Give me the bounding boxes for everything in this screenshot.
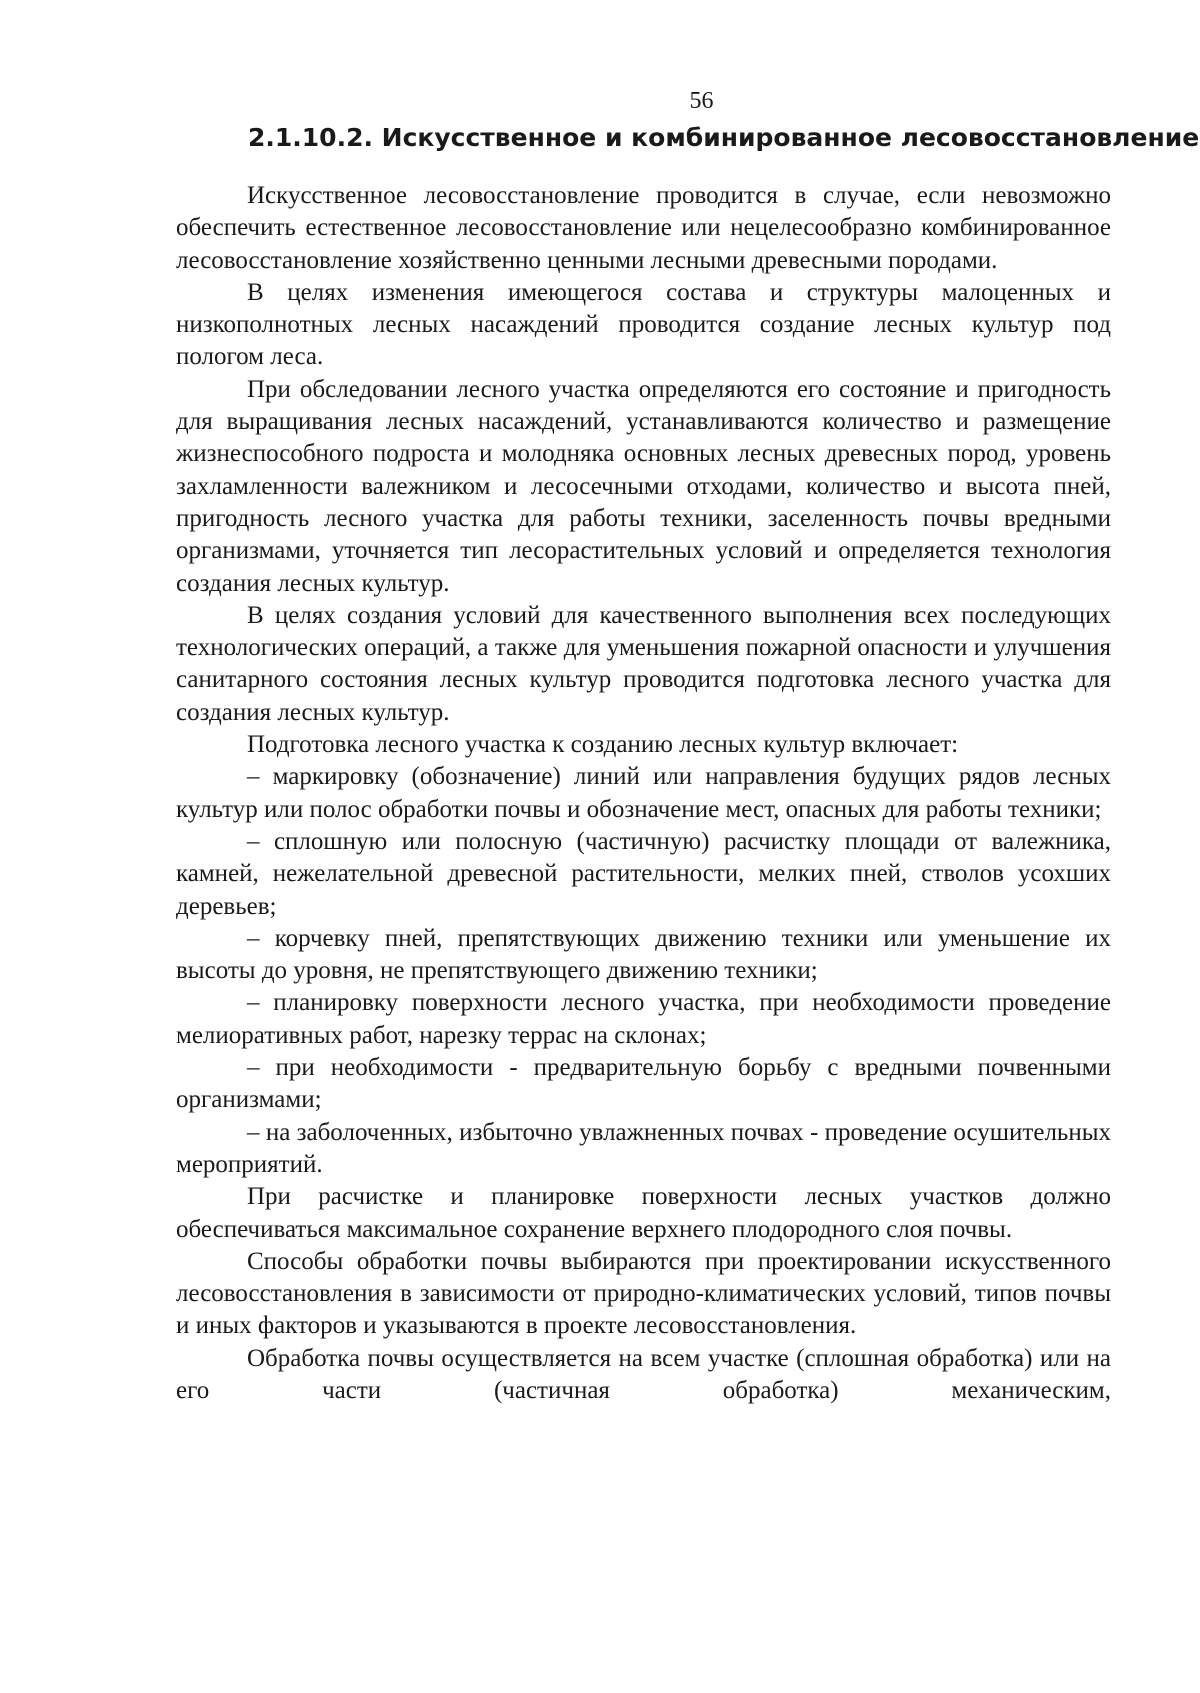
paragraph-site-survey: При обследовании лесного участка определяются его состояние и пригодность для выращивания лесных насаждений, устанавливаются количество и размещение жизнеспособного подроста и молодняка основных лесных древесных пород, уровень захламленности валежником и лесосечными отходами, количество и высота пней, пригодность лесного участка для работы техники, заселенность почвы вредными организмами, уточняется тип лесорастительных условий и определяется технология создания лесных культур.: [176, 375, 1111, 597]
paragraph-tillage-methods: Способы обработки почвы выбираются при проектировании искусственного лесовосстановления в зависимости от природно-климатических условий, типов почвы и иных факторов и указываются в проекте лесовосстановления.: [176, 1247, 1111, 1340]
paragraph-preparation-includes: Подготовка лесного участка к созданию лесных культур включает:: [247, 731, 959, 759]
list-item-drainage: – на заболоченных, избыточно увлажненных почвах - проведение осушительных мероприятий.: [176, 1118, 1111, 1178]
paragraph-tillage-extent: Обработка почвы осуществляется на всем участке (сплошная обработка) или на его части (частичная обработка) механическим,: [176, 1344, 1111, 1404]
paragraph-topsoil-preservation: При расчистке и планировке поверхности лесных участков должно обеспечиваться максимальное сохранение верхнего плодородного слоя почвы.: [176, 1183, 1111, 1243]
paragraph-under-canopy-cultures: В целях изменения имеющегося состава и структуры малоценных и низкополнотных лесных насаждений проводится создание лесных культур под пологом леса.: [176, 278, 1111, 371]
list-item-clearing: – сплошную или полосную (частичную) расчистку площади от валежника, камней, нежелательной древесной растительности, мелких пней, стволов усохших деревьев;: [176, 827, 1111, 920]
section-heading: 2.1.10.2. Искусственное и комбинированное лесовосстановление: [248, 123, 1200, 152]
paragraph-artificial-reforestation: Искусственное лесовосстановление проводится в случае, если невозможно обеспечить естественное лесовосстановление или нецелесообразно комбинированное лесовосстановление хозяйственно ценными лесными древесными породами.: [176, 182, 1111, 274]
document-page: [176, 84, 1200, 1407]
paragraph-site-preparation-purpose: В целях создания условий для качественного выполнения всех последующих технологических операций, а также для уменьшения пожарной опасности и улучшения санитарного состояния лесных культур проводится подготовка лесного участка для создания лесных культур.: [176, 601, 1111, 726]
list-item-marking: – маркировку (обозначение) линий или направления будущих рядов лесных культур или полос обработки почвы и обозначение мест, опасных для работы техники;: [176, 763, 1111, 823]
list-item-surface-leveling: – планировку поверхности лесного участка, при необходимости проведение мелиоративных работ, нарезку террас на склонах;: [176, 989, 1111, 1049]
list-item-stump-removal: – корчевку пней, препятствующих движению техники или уменьшение их высоты до уровня, не препятствующего движению техники;: [176, 924, 1111, 985]
list-item-pest-control: – при необходимости - предварительную борьбу с вредными почвенными организмами;: [176, 1054, 1111, 1114]
page-number: 56: [689, 88, 714, 114]
